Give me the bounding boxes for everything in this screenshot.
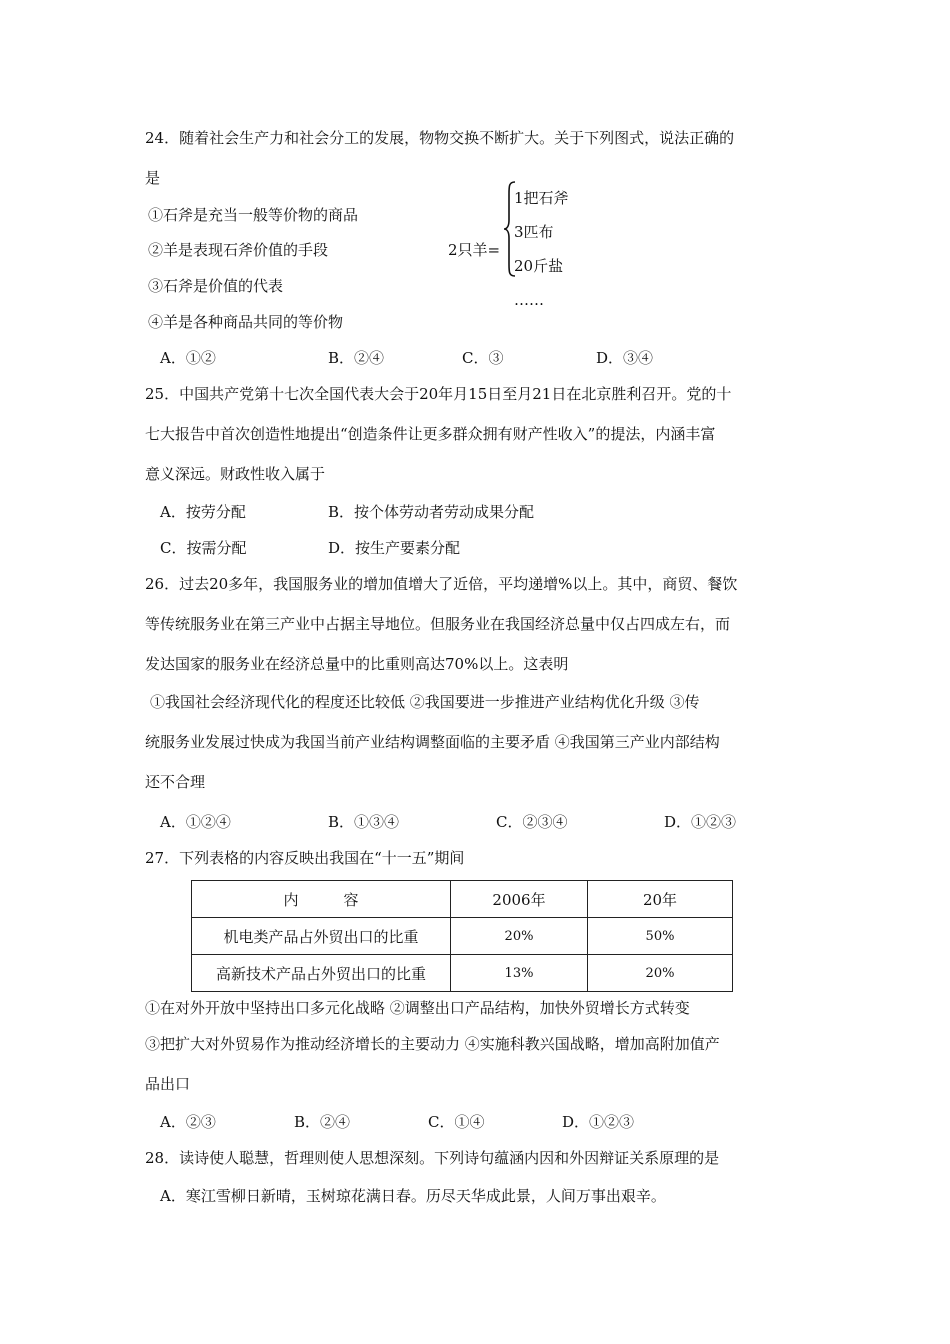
q26-option-d: D．①②③ bbox=[664, 813, 737, 831]
table-row bbox=[192, 955, 733, 992]
table-cell: 机电类产品占外贸出口的比重 bbox=[192, 918, 451, 955]
q24-stem-line1: 24．随着社会生产力和社会分工的发展，物物交换不断扩大。关于下列图式，说法正确的 bbox=[145, 129, 735, 147]
table-row bbox=[192, 918, 733, 955]
q24-statement-4: ④羊是各种商品共同的等价物 bbox=[148, 313, 344, 331]
q26-statements-line1: ①我国社会经济现代化的程度还比较低 ②我国要进一步推进产业结构优化升级 ③传 bbox=[150, 693, 700, 711]
table-cell: 20% bbox=[588, 955, 733, 992]
q27-statements-line1: ①在对外开放中坚持出口多元化战略 ②调整出口产品结构，加快外贸增长方式转变 bbox=[145, 999, 690, 1017]
table-header-row bbox=[192, 881, 733, 918]
q27-statements-line3: 品出口 bbox=[145, 1075, 191, 1093]
q24-option-a: A．①② bbox=[160, 349, 216, 367]
q26-stem-line2: 等传统服务业在第三产业中占据主导地位。但服务业在我国经济总量中仅占四成左右，而 bbox=[145, 615, 731, 633]
q27-stem: 27．下列表格的内容反映出我国在“十一五”期间 bbox=[145, 849, 465, 867]
q26-stem-line3: 发达国家的服务业在经济总量中的比重则高达70%以上。这表明 bbox=[145, 655, 569, 673]
q27-statements-line2: ③把扩大对外贸易作为推动经济增长的主要动力 ④实施科教兴国战略，增加高附加值产 bbox=[145, 1035, 720, 1053]
q27-option-b: B．②④ bbox=[294, 1113, 351, 1131]
q27-table bbox=[191, 880, 733, 992]
q25-option-a: A．按劳分配 bbox=[160, 503, 246, 521]
q24-formula-item-1: 1把石斧 bbox=[514, 189, 569, 207]
q27-option-d: D．①②③ bbox=[562, 1113, 635, 1131]
q26-statements-line3: 还不合理 bbox=[145, 773, 206, 791]
table-header-cell: 内 容 bbox=[192, 881, 451, 918]
q25-option-d: D．按生产要素分配 bbox=[328, 539, 461, 557]
q26-statements-line2: 统服务业发展过快成为我国当前产业结构调整面临的主要矛盾 ④我国第三产业内部结构 bbox=[145, 733, 720, 751]
q24-option-b: B．②④ bbox=[328, 349, 385, 367]
q26-option-b: B．①③④ bbox=[328, 813, 400, 831]
q24-option-d: D．③④ bbox=[596, 349, 654, 367]
q25-option-c: C．按需分配 bbox=[160, 539, 247, 557]
table-cell: 13% bbox=[451, 955, 588, 992]
table-cell: 20% bbox=[451, 918, 588, 955]
q24-formula-lhs: 2只羊= bbox=[448, 241, 501, 259]
q24-statement-1: ①石斧是充当一般等价物的商品 bbox=[148, 206, 359, 224]
q27-option-a: A．②③ bbox=[160, 1113, 216, 1131]
q26-option-a: A．①②④ bbox=[160, 813, 231, 831]
q24-statement-2: ②羊是表现石斧价值的手段 bbox=[148, 241, 329, 259]
q24-formula-item-2: 3匹布 bbox=[514, 223, 554, 241]
q28-option-a: A．寒江雪柳日新晴，玉树琼花满日春。历尽天华成此景，人间万事出艰辛。 bbox=[160, 1187, 666, 1205]
q28-stem: 28．读诗使人聪慧，哲理则使人思想深刻。下列诗句蕴涵内因和外因辩证关系原理的是 bbox=[145, 1149, 720, 1167]
q25-stem-line1: 25．中国共产党第十七次全国代表大会于20年月15日至月21日在北京胜利召开。党的十 bbox=[145, 385, 732, 403]
table-header-cell: 2006年 bbox=[451, 881, 588, 918]
q25-option-b: B．按个体劳动者劳动成果分配 bbox=[328, 503, 535, 521]
table-cell: 50% bbox=[588, 918, 733, 955]
q24-formula-item-3: 20斤盐 bbox=[514, 257, 564, 275]
q24-stem-line2: 是 bbox=[145, 169, 161, 187]
q25-stem-line3: 意义深远。财政性收入属于 bbox=[145, 465, 326, 483]
q24-statement-3: ③石斧是价值的代表 bbox=[148, 277, 284, 295]
q27-option-c: C．①④ bbox=[428, 1113, 485, 1131]
q24-option-c: C．③ bbox=[462, 349, 504, 367]
q24-formula-ellipsis: …… bbox=[514, 291, 544, 309]
q25-stem-line2: 七大报告中首次创造性地提出“创造条件让更多群众拥有财产性收入”的提法，内涵丰富 bbox=[145, 425, 716, 443]
q26-option-c: C．②③④ bbox=[496, 813, 568, 831]
table-cell: 高新技术产品占外贸出口的比重 bbox=[192, 955, 451, 992]
table-header-cell: 20年 bbox=[588, 881, 733, 918]
q26-stem-line1: 26．过去20多年，我国服务业的增加值增大了近倍，平均递增%以上。其中，商贸、餐饮 bbox=[145, 575, 738, 593]
